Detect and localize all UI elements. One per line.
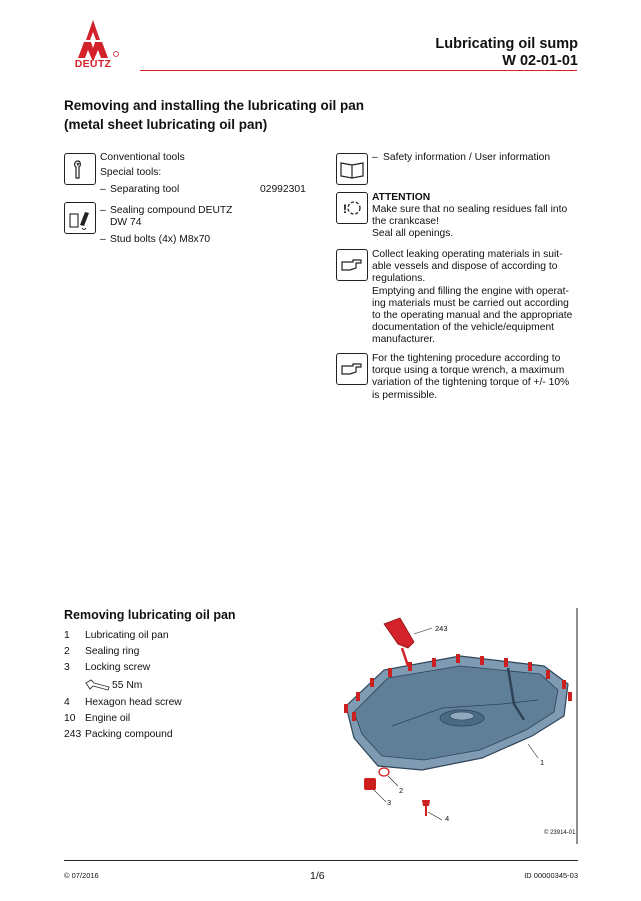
document-title: Removing and installing the lubricating oil pan (metal sheet lubricating oil pan) — [64, 98, 365, 132]
attention-heading: ATTENTION — [372, 192, 431, 203]
header-code: W 02-01-01 — [502, 53, 578, 69]
warning-gear-icon — [336, 192, 368, 224]
safety-info: Safety information / User information — [383, 152, 551, 163]
callout-2: 2 — [399, 786, 404, 795]
callout-3: 3 — [387, 798, 392, 807]
pointing-hand-icon — [336, 353, 368, 385]
section-title: Removing lubricating oil pan — [64, 608, 236, 622]
footer-date: © 07/2016 — [64, 871, 99, 880]
callout-243: 243 — [435, 624, 448, 633]
legend-item: 4 Hexagon head screw — [64, 697, 182, 708]
legend-item: 3 Locking screw — [64, 662, 151, 673]
oil-pan-figure — [332, 608, 578, 844]
dash: – — [100, 234, 106, 245]
deutz-logo — [64, 18, 122, 72]
brand-name: DEUTZ — [74, 58, 112, 70]
dash: – — [100, 184, 106, 195]
dash: – — [372, 152, 378, 163]
wrench-icon — [64, 153, 96, 185]
footer-rule — [64, 860, 578, 861]
stud-bolts: Stud bolts (4x) M8x70 — [110, 234, 211, 245]
svg-text:!: ! — [343, 202, 347, 216]
legend-item: 10 Engine oil — [64, 713, 131, 724]
legend-item: 1 Lubricating oil pan — [64, 630, 169, 641]
header-rule — [140, 70, 577, 71]
sealing-compound: Sealing compound DEUTZ DW 74 — [110, 205, 233, 229]
book-icon — [336, 153, 368, 185]
legend-item: 2 Sealing ring — [64, 646, 140, 657]
callout-1: 1 — [540, 758, 545, 767]
dash: – — [100, 205, 106, 216]
header-title: Lubricating oil sump — [435, 36, 578, 52]
figure-id: © 23914-01 — [544, 830, 576, 836]
conventional-tools: Conventional tools — [100, 152, 185, 163]
sealing-compound-icon — [64, 202, 96, 234]
separating-tool-number: 02992301 — [260, 184, 306, 195]
attention-text: Make sure that no sealing residues fall into the crankcase! Seal all openings. — [372, 204, 568, 240]
separating-tool: Separating tool — [110, 184, 180, 195]
pointing-hand-icon — [336, 249, 368, 281]
special-tools-label: Special tools: — [100, 167, 162, 178]
legend-item: 243 Packing compound — [64, 729, 173, 740]
torque-value: 55 Nm — [112, 680, 143, 691]
footer-doc-id: ID 00000345-03 — [524, 871, 578, 880]
callout-4: 4 — [445, 814, 450, 823]
collect-text: Collect leaking operating materials in suit- able vessels and dispose of according to regulations. Emptying and filling the engine with operat- ing materials must be carried out according to the operating manual and the appropriate documentation of the vehicle/equipment manufacturer. — [372, 249, 573, 346]
torque-wrench-icon — [85, 678, 111, 692]
page-number: 1/6 — [310, 870, 325, 882]
torque-text: For the tightening procedure according to torque using a torque wrench, a maximum variation of the tightening torque of +/- 10% is permissible. — [372, 353, 570, 401]
